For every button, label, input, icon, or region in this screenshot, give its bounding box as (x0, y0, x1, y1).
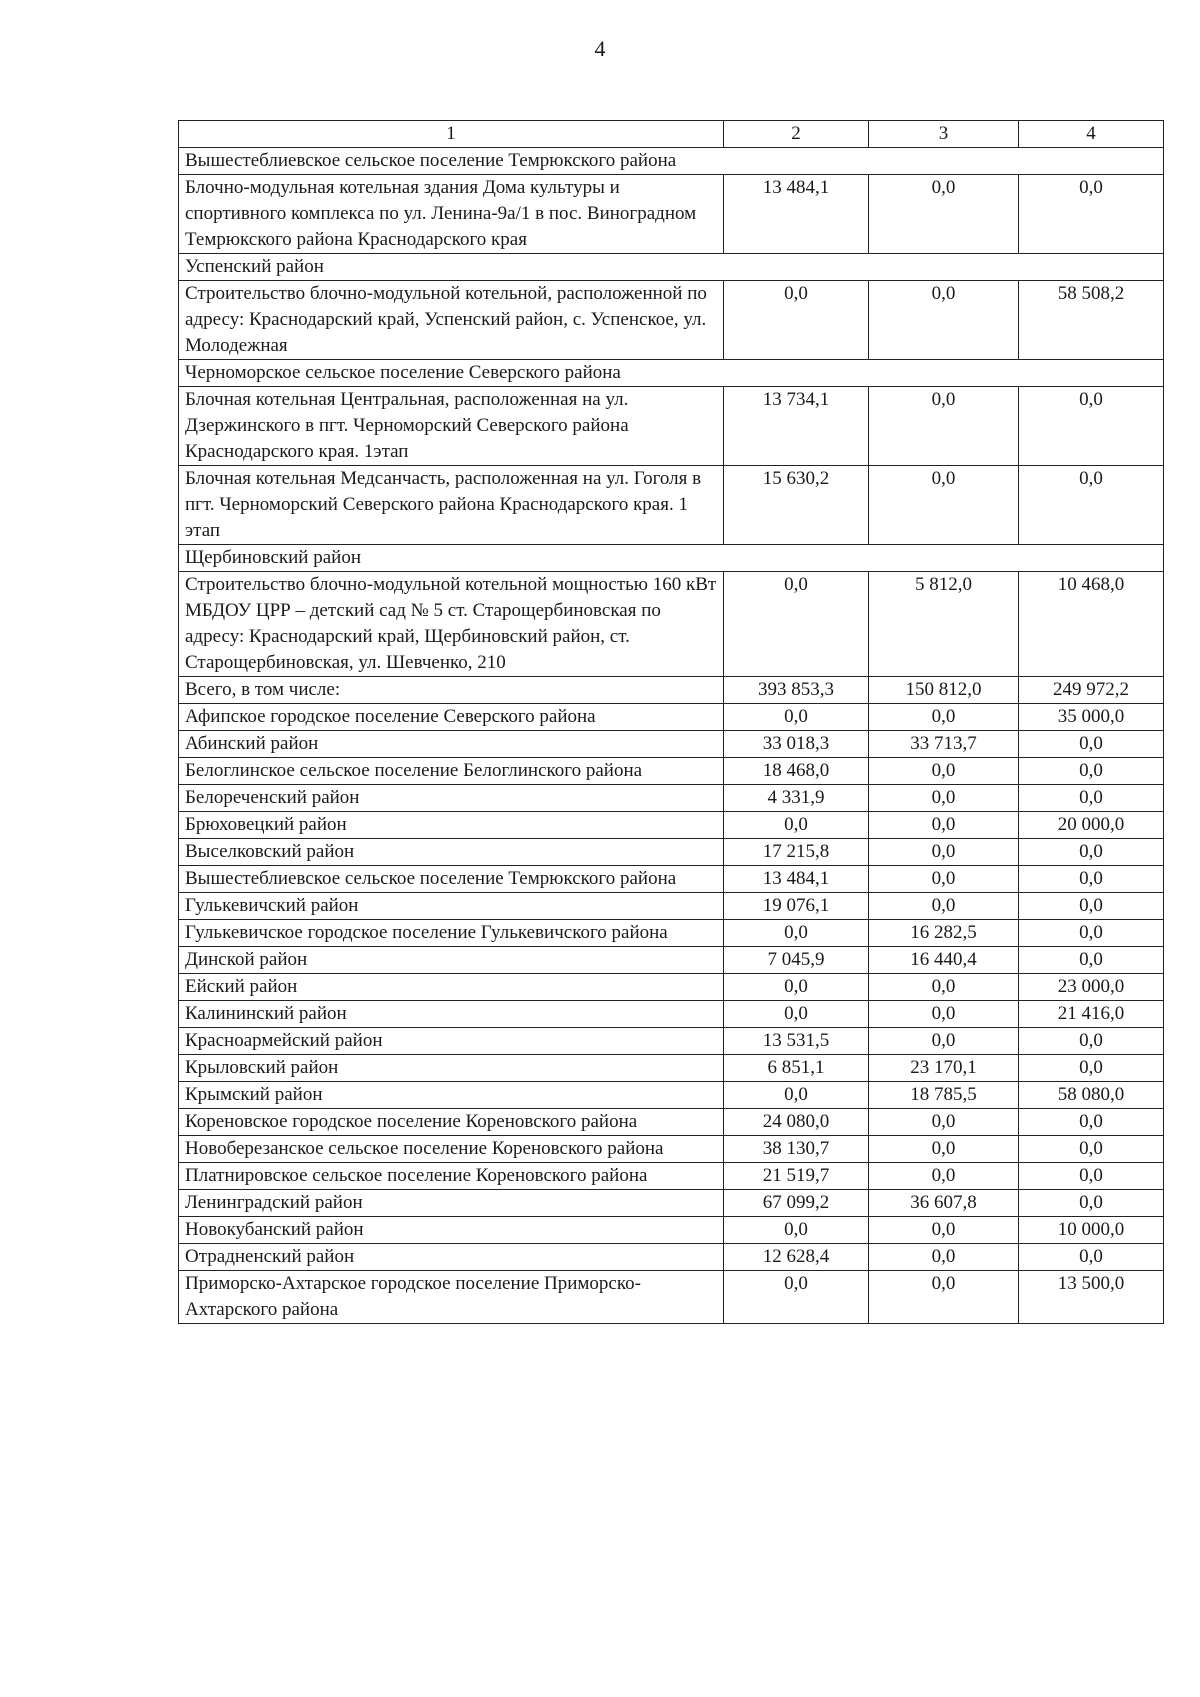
value-col-3: 0,0 (869, 1244, 1019, 1271)
value-col-2: 38 130,7 (724, 1136, 869, 1163)
value-col-4: 21 416,0 (1019, 1001, 1164, 1028)
table-row (179, 1217, 1164, 1244)
value-col-2: 0,0 (724, 812, 869, 839)
table-row (179, 704, 1164, 731)
value-col-4: 20 000,0 (1019, 812, 1164, 839)
value-col-4: 0,0 (1019, 920, 1164, 947)
value-col-4: 10 000,0 (1019, 1217, 1164, 1244)
value-col-3: 0,0 (869, 785, 1019, 812)
value-col-2: 393 853,3 (724, 677, 869, 704)
value-col-3: 33 713,7 (869, 731, 1019, 758)
value-col-3: 0,0 (869, 1109, 1019, 1136)
row-name: Брюховецкий район (179, 812, 724, 839)
value-col-3: 0,0 (869, 1001, 1019, 1028)
row-name: Ейский район (179, 974, 724, 1001)
section-label: Черноморское сельское поселение Северского района (179, 360, 1164, 387)
value-col-4: 0,0 (1019, 866, 1164, 893)
page-number: 4 (594, 36, 606, 61)
table-row (179, 1001, 1164, 1028)
table-row (179, 947, 1164, 974)
row-name: Гулькевичский район (179, 893, 724, 920)
table-row (179, 1244, 1164, 1271)
row-name: Строительство блочно-модульной котельной мощностью 160 кВт МБДОУ ЦРР – детский сад № 5 ст. Старощербиновская по адресу: Краснодарский край, Щербиновский район, ст. Старощербиновская, ул. Шевченко, 210 (179, 572, 724, 677)
table-row (179, 785, 1164, 812)
value-col-2: 13 484,1 (724, 866, 869, 893)
row-name: Кореновское городское поселение Кореновского района (179, 1109, 724, 1136)
table-row (179, 1055, 1164, 1082)
value-col-4: 0,0 (1019, 1190, 1164, 1217)
table-row (179, 812, 1164, 839)
value-col-2: 7 045,9 (724, 947, 869, 974)
value-col-4: 10 468,0 (1019, 572, 1164, 677)
value-col-4: 0,0 (1019, 1163, 1164, 1190)
value-col-2: 67 099,2 (724, 1190, 869, 1217)
table-row (179, 466, 1164, 545)
value-col-2: 17 215,8 (724, 839, 869, 866)
row-name: Абинский район (179, 731, 724, 758)
row-name: Гулькевичское городское поселение Гулькевичского района (179, 920, 724, 947)
value-col-3: 5 812,0 (869, 572, 1019, 677)
value-col-2: 19 076,1 (724, 893, 869, 920)
value-col-4: 0,0 (1019, 839, 1164, 866)
value-col-2: 12 628,4 (724, 1244, 869, 1271)
row-name: Ленинградский район (179, 1190, 724, 1217)
value-col-2: 0,0 (724, 1082, 869, 1109)
section-label: Вышестеблиевское сельское поселение Темрюкского района (179, 148, 1164, 175)
table-row (179, 893, 1164, 920)
table-row (179, 1271, 1164, 1324)
table-row (179, 920, 1164, 947)
value-col-4: 0,0 (1019, 893, 1164, 920)
section-row (179, 360, 1164, 387)
value-col-3: 0,0 (869, 812, 1019, 839)
row-name: Калининский район (179, 1001, 724, 1028)
column-header-4: 4 (1019, 121, 1164, 148)
section-row (179, 545, 1164, 572)
value-col-3: 0,0 (869, 704, 1019, 731)
value-col-2: 13 484,1 (724, 175, 869, 254)
value-col-3: 150 812,0 (869, 677, 1019, 704)
table-row (179, 1082, 1164, 1109)
table-row (179, 387, 1164, 466)
value-col-3: 36 607,8 (869, 1190, 1019, 1217)
table-row (179, 974, 1164, 1001)
value-col-4: 0,0 (1019, 1109, 1164, 1136)
value-col-3: 0,0 (869, 281, 1019, 360)
row-name: Новоберезанское сельское поселение Кореновского района (179, 1136, 724, 1163)
row-name: Динской район (179, 947, 724, 974)
value-col-2: 0,0 (724, 1001, 869, 1028)
table-header-row (179, 121, 1164, 148)
value-col-4: 0,0 (1019, 466, 1164, 545)
value-col-4: 23 000,0 (1019, 974, 1164, 1001)
table-row (179, 1163, 1164, 1190)
value-col-4: 0,0 (1019, 731, 1164, 758)
value-col-2: 24 080,0 (724, 1109, 869, 1136)
table-row (179, 1136, 1164, 1163)
value-col-2: 13 734,1 (724, 387, 869, 466)
value-col-4: 0,0 (1019, 1028, 1164, 1055)
value-col-2: 18 468,0 (724, 758, 869, 785)
value-col-3: 0,0 (869, 1217, 1019, 1244)
value-col-4: 35 000,0 (1019, 704, 1164, 731)
value-col-3: 0,0 (869, 387, 1019, 466)
value-col-2: 0,0 (724, 572, 869, 677)
value-col-2: 13 531,5 (724, 1028, 869, 1055)
value-col-2: 4 331,9 (724, 785, 869, 812)
table-row (179, 839, 1164, 866)
value-col-3: 0,0 (869, 893, 1019, 920)
value-col-4: 13 500,0 (1019, 1271, 1164, 1324)
value-col-3: 0,0 (869, 866, 1019, 893)
value-col-4: 249 972,2 (1019, 677, 1164, 704)
value-col-2: 15 630,2 (724, 466, 869, 545)
value-col-4: 0,0 (1019, 758, 1164, 785)
value-col-3: 0,0 (869, 974, 1019, 1001)
value-col-4: 0,0 (1019, 947, 1164, 974)
value-col-4: 58 508,2 (1019, 281, 1164, 360)
value-col-3: 23 170,1 (869, 1055, 1019, 1082)
table-row (179, 677, 1164, 704)
value-col-2: 0,0 (724, 704, 869, 731)
row-name: Блочная котельная Медсанчасть, расположенная на ул. Гоголя в пгт. Черноморский Северского района Краснодарского края. 1 этап (179, 466, 724, 545)
value-col-3: 0,0 (869, 1163, 1019, 1190)
column-header-3: 3 (869, 121, 1019, 148)
table-row (179, 866, 1164, 893)
value-col-3: 0,0 (869, 1271, 1019, 1324)
value-col-4: 0,0 (1019, 1244, 1164, 1271)
value-col-4: 58 080,0 (1019, 1082, 1164, 1109)
table-row (179, 731, 1164, 758)
row-name: Крыловский район (179, 1055, 724, 1082)
table-row (179, 1109, 1164, 1136)
row-name: Выселковский район (179, 839, 724, 866)
column-header-2: 2 (724, 121, 869, 148)
table-row (179, 281, 1164, 360)
section-row (179, 148, 1164, 175)
row-name: Белоглинское сельское поселение Белоглинского района (179, 758, 724, 785)
funding-table (178, 120, 1164, 1324)
value-col-3: 0,0 (869, 758, 1019, 785)
value-col-3: 16 282,5 (869, 920, 1019, 947)
value-col-4: 0,0 (1019, 1055, 1164, 1082)
row-name: Всего, в том числе: (179, 677, 724, 704)
value-col-2: 0,0 (724, 1217, 869, 1244)
section-label: Щербиновский район (179, 545, 1164, 572)
value-col-3: 16 440,4 (869, 947, 1019, 974)
section-label: Успенский район (179, 254, 1164, 281)
value-col-4: 0,0 (1019, 785, 1164, 812)
row-name: Вышестеблиевское сельское поселение Темрюкского района (179, 866, 724, 893)
row-name: Платнировское сельское поселение Кореновского района (179, 1163, 724, 1190)
row-name: Строительство блочно-модульной котельной, расположенной по адресу: Краснодарский край, Успенский район, с. Успенское, ул. Молодежная (179, 281, 724, 360)
value-col-2: 33 018,3 (724, 731, 869, 758)
value-col-3: 0,0 (869, 839, 1019, 866)
table-row (179, 1190, 1164, 1217)
value-col-2: 0,0 (724, 281, 869, 360)
row-name: Афипское городское поселение Северского района (179, 704, 724, 731)
value-col-2: 6 851,1 (724, 1055, 869, 1082)
value-col-2: 21 519,7 (724, 1163, 869, 1190)
value-col-2: 0,0 (724, 974, 869, 1001)
row-name: Новокубанский район (179, 1217, 724, 1244)
row-name: Красноармейский район (179, 1028, 724, 1055)
table-row (179, 758, 1164, 785)
value-col-3: 0,0 (869, 175, 1019, 254)
table-row (179, 572, 1164, 677)
value-col-2: 0,0 (724, 1271, 869, 1324)
row-name: Отрадненский район (179, 1244, 724, 1271)
value-col-3: 0,0 (869, 1028, 1019, 1055)
section-row (179, 254, 1164, 281)
column-header-1: 1 (179, 121, 724, 148)
value-col-4: 0,0 (1019, 175, 1164, 254)
value-col-3: 0,0 (869, 1136, 1019, 1163)
row-name: Белореченский район (179, 785, 724, 812)
row-name: Крымский район (179, 1082, 724, 1109)
table-row (179, 175, 1164, 254)
row-name: Блочная котельная Центральная, расположенная на ул. Дзержинского в пгт. Черноморский Северского района Краснодарского края. 1этап (179, 387, 724, 466)
value-col-4: 0,0 (1019, 387, 1164, 466)
value-col-3: 18 785,5 (869, 1082, 1019, 1109)
value-col-4: 0,0 (1019, 1136, 1164, 1163)
table-row (179, 1028, 1164, 1055)
value-col-2: 0,0 (724, 920, 869, 947)
row-name: Приморско-Ахтарское городское поселение Приморско-Ахтарского района (179, 1271, 724, 1324)
value-col-3: 0,0 (869, 466, 1019, 545)
row-name: Блочно-модульная котельная здания Дома культуры и спортивного комплекса по ул. Ленина-9а/1 в пос. Виноградном Темрюкского района Краснодарского края (179, 175, 724, 254)
